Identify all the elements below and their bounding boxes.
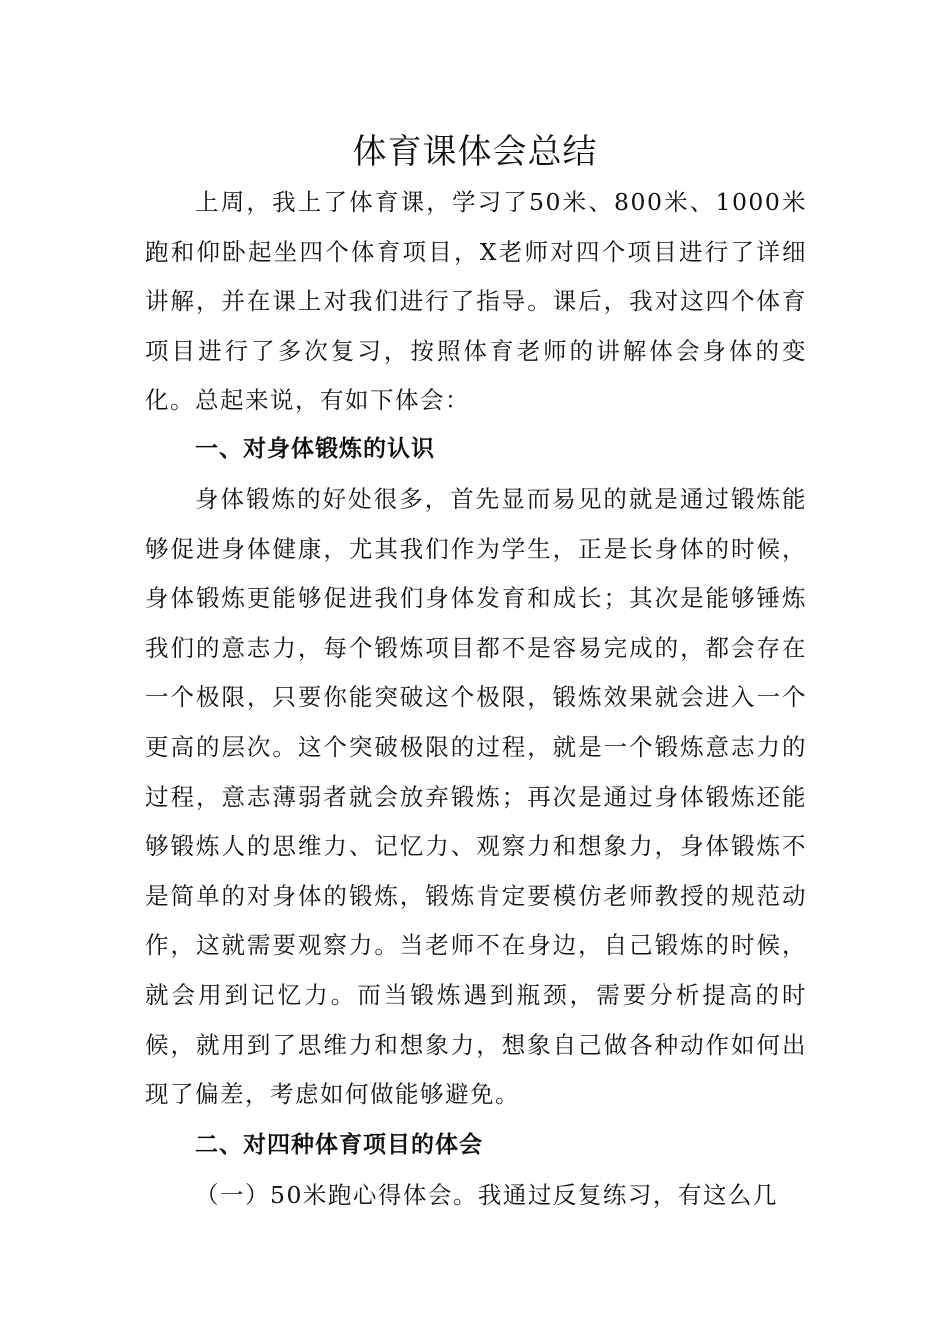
document-title: 体育课体会总结 [352, 132, 598, 172]
intro-paragraph: 上周，我上了体育课，学习了50米、800米、1000米跑和仰卧起坐四个体育项目，X老师对四个项目进行了详细讲解，并在课上对我们进行了指导。课后，我对这四个体育项目进行了多次复习，按照体育老师的讲解体会身体的变化。总起来说，有如下体会： [145, 188, 807, 415]
section-1-paragraph: 身体锻炼的好处很多，首先显而易见的就是通过锻炼能够促进身体健康，尤其我们作为学生，正是长身体的时候，身体锻炼更能够促进我们身体发育和成长；其次是能够锤炼我们的意志力，每个锻炼项目都不是容易完成的，都会存在一个极限，只要你能突破这个极限，锻炼效果就会进入一个更高的层次。这个突破极限的过程，就是一个锻炼意志力的过程，意志薄弱者就会放弃锻炼；再次是通过身体锻炼还能够锻炼人的思维力、记忆力、观察力和想象力，身体锻炼不是简单的对身体的锻炼，锻炼肯定要模仿老师教授的规范动作，这就需要观察力。当老师不在身边，自己锻炼的时候，就会用到记忆力。而当锻炼遇到瓶颈，需要分析提高的时候，就用到了思维力和想象力，想象自己做各种动作如何出现了偏差，考虑如何做能够避免。 [145, 485, 807, 1109]
section-heading-1: 一、对身体锻炼的认识 [195, 436, 435, 462]
section-2-paragraph: （一）50米跑心得体会。我通过反复练习，有这么几 [195, 1181, 778, 1209]
section-heading-2: 二、对四种体育项目的体会 [195, 1132, 483, 1158]
